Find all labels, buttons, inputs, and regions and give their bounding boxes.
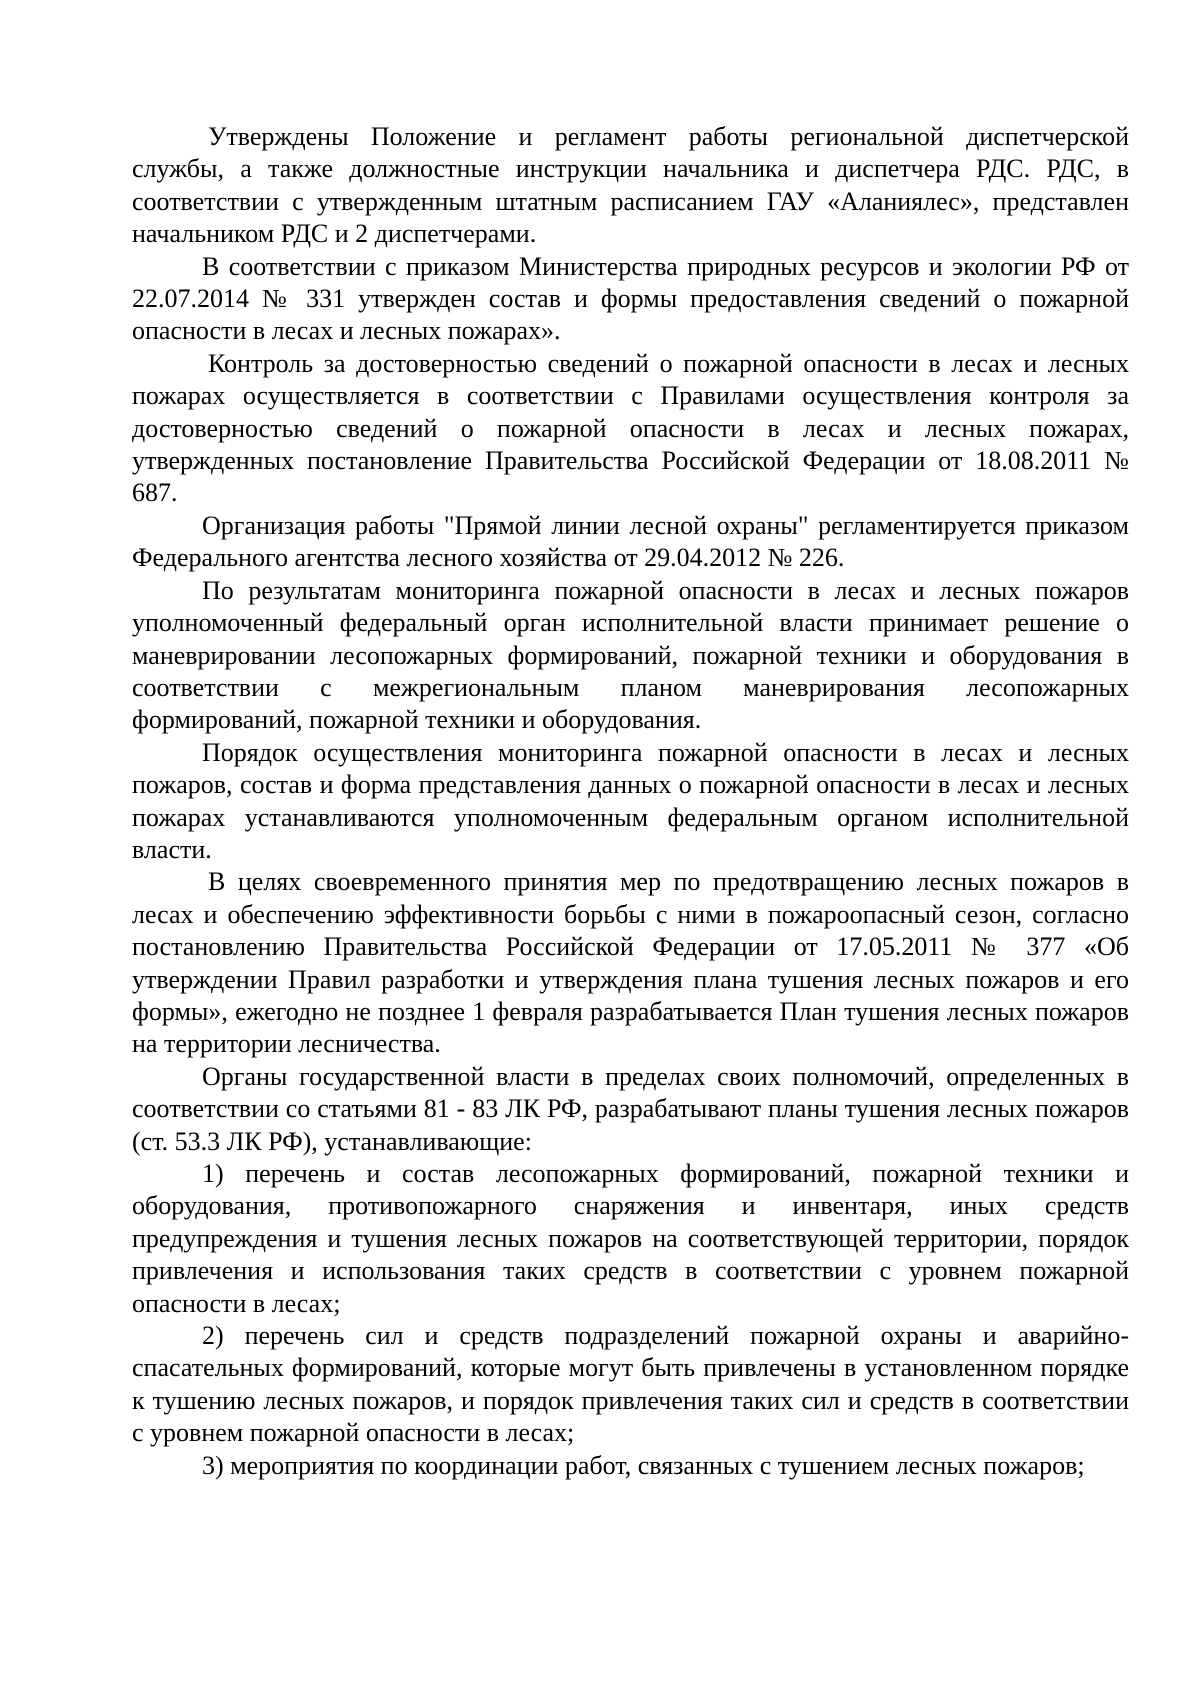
list-item-1: 1) перечень и состав лесопожарных формирований, пожарной техники и оборудования, противопожарного снаряжения и инвентаря, иных средств предупреждения и тушения лесных пожаров на соответствующей территории, порядок привлечения и использования таких средств в соответствии с уровнем пожарной опасности в лесах; (132, 1159, 1129, 1318)
paragraph-fire-plan: В целях своевременного принятия мер по предотвращению лесных пожаров в лесах и обеспечению эффективности борьбы с ними в пожароопасный сезон, согласно постановлению Правительства Российской Федерации от 17.05.2011 № 377 «Об утверждении Правил разработки и утверждения плана тушения лесных пожаров и его формы», ежегодно не позднее 1 февраля разрабатывается План тушения лесных пожаров на территории лесничества. (132, 867, 1129, 1059)
paragraph-state-authorities: Органы государственной власти в пределах своих полномочий, определенных в соответствии со статьями 81 - 83 ЛК РФ, разрабатывают планы тушения лесных пожаров (ст. 53.3 ЛК РФ), устанавливающие: (132, 1061, 1129, 1156)
paragraph-monitoring-procedure: Порядок осуществления мониторинга пожарной опасности в лесах и лесных пожаров, состав и форма представления данных о пожарной опасности в лесах и лесных пожарах устанавливаются уполномоченным федеральным органом исполнительной власти. (132, 737, 1129, 864)
paragraph-ministry-order: В соответствии с приказом Министерства природных ресурсов и экологии РФ от 22.07.2014 № 331 утвержден состав и формы предоставления сведений о пожарной опасности в лесах и лесных пожарах». (132, 251, 1129, 346)
paragraph-reliability-control: Контроль за достоверностью сведений о пожарной опасности в лесах и лесных пожарах осуществляется в соответствии с Правилами осуществления контроля за достоверностью сведений о пожарной опасности в лесах и лесных пожарах, утвержденных постановление Правительства Российской Федерации от 18.08.2011 № 687. (132, 348, 1129, 508)
paragraph-direct-line: Организация работы "Прямой линии лесной охраны" регламентируется приказом Федерального агентства лесного хозяйства от 29.04.2012 № 226. (132, 510, 1129, 573)
paragraph-rds-regulations: Утверждены Положение и регламент работы региональной диспетчерской службы, а также должностные инструкции начальника и диспетчера РДС. РДС, в соответствии с утвержденным штатным расписанием ГАУ «Аланиялес», представлен начальником РДС и 2 диспетчерами. (132, 122, 1129, 249)
document-page (132, 121, 1129, 1482)
list-item-3: 3) мероприятия по координации работ, связанных с тушением лесных пожаров; (202, 1450, 1085, 1480)
paragraph-monitoring-results: По результатам мониторинга пожарной опасности в лесах и лесных пожаров уполномоченный федеральный орган исполнительной власти принимает решение о маневрировании лесопожарных формирований, пожарной техники и оборудования в соответствии с межрегиональным планом маневрирования лесопожарных формирований, пожарной техники и оборудования. (132, 575, 1129, 735)
list-item-2: 2) перечень сил и средств подразделений пожарной охраны и аварийно-спасательных формирований, которые могут быть привлечены в установленном порядке к тушению лесных пожаров, и порядок привлечения таких сил и средств в соответствии с уровнем пожарной опасности в лесах; (132, 1321, 1129, 1448)
